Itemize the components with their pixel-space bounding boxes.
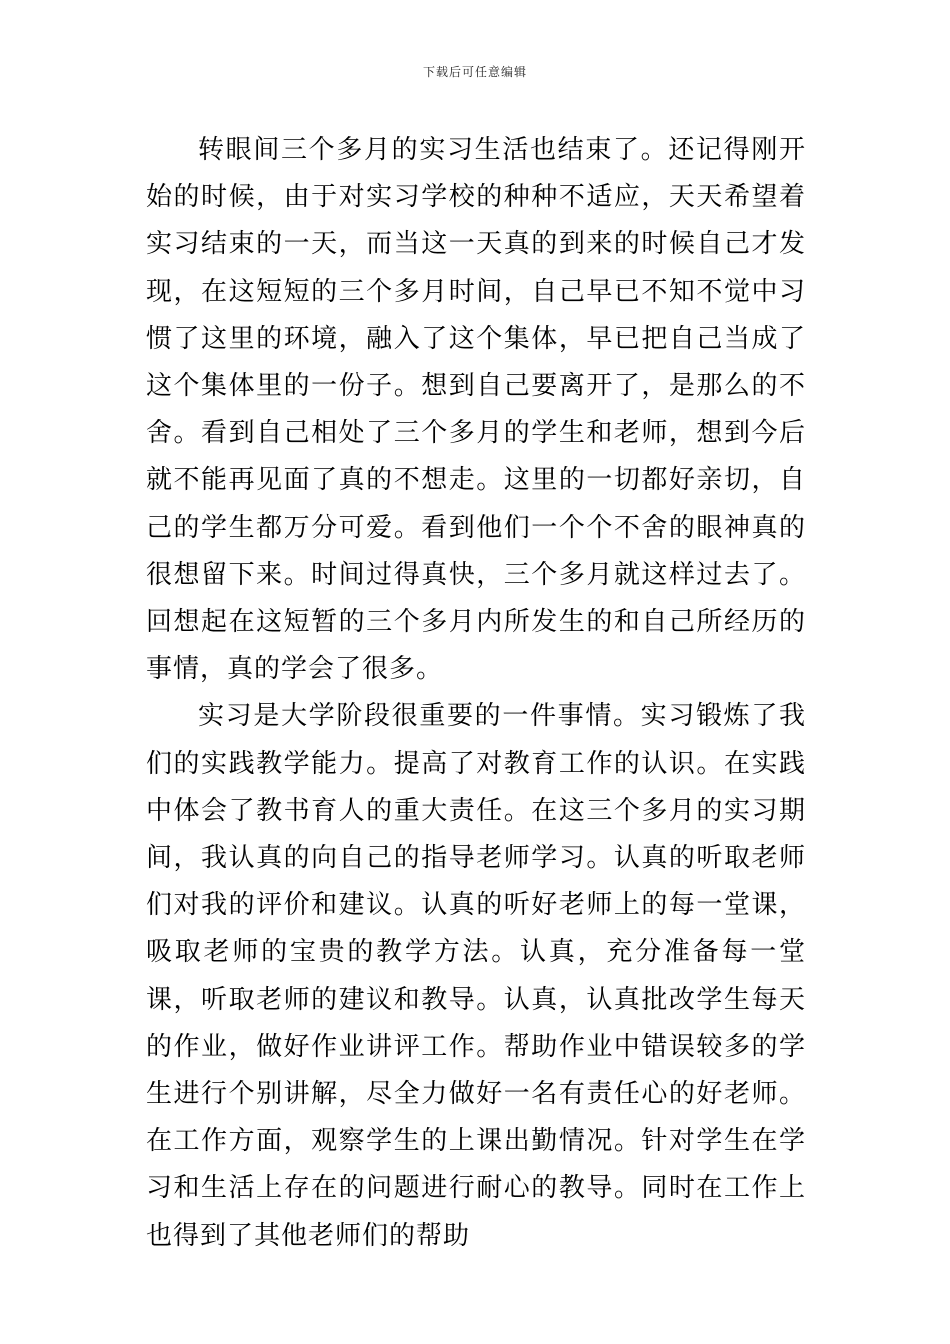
document-body [146, 127, 806, 1260]
page-header: 下载后可任意编辑 [422, 65, 527, 79]
paragraph: 转眼间三个多月的实习生活也结束了。还记得刚开始的时候，由于对实习学校的种种不适应，天天希望着实习结束的一天，而当这一天真的到来的时候自己才发现，在这短短的三个多月时间，自己早已不知不觉中习惯了这里的环境，融入了这个集体，早已把自己当成了这个集体里的一份子。想到自己要离开了，是那么的不舍。看到自己相处了三个多月的学生和老师，想到今后就不能再见面了真的不想走。这里的一切都好亲切，自己的学生都万分可爱。看到他们一个个不舍的眼神真的很想留下来。时间过得真快，三个多月就这样过去了。回想起在这短暂的三个多月内所发生的和自己所经历的事情，真的学会了很多。 [146, 135, 806, 685]
paragraph: 实习是大学阶段很重要的一件事情。实习锻炼了我们的实践教学能力。提高了对教育工作的认识。在实践中体会了教书育人的重大责任。在这三个多月的实习期间，我认真的向自己的指导老师学习。认真的听取老师们对我的评价和建议。认真的听好老师上的每一堂课，吸取老师的宝贵的教学方法。认真，充分准备每一堂课，听取老师的建议和教导。认真，认真批改学生每天的作业，做好作业讲评工作。帮助作业中错误较多的学生进行个别讲解，尽全力做好一名有责任心的好老师。在工作方面，观察学生的上课出勤情况。针对学生在学习和生活上存在的问题进行耐心的教导。同时在工作上也得到了其他老师们的帮助 [146, 701, 806, 1251]
